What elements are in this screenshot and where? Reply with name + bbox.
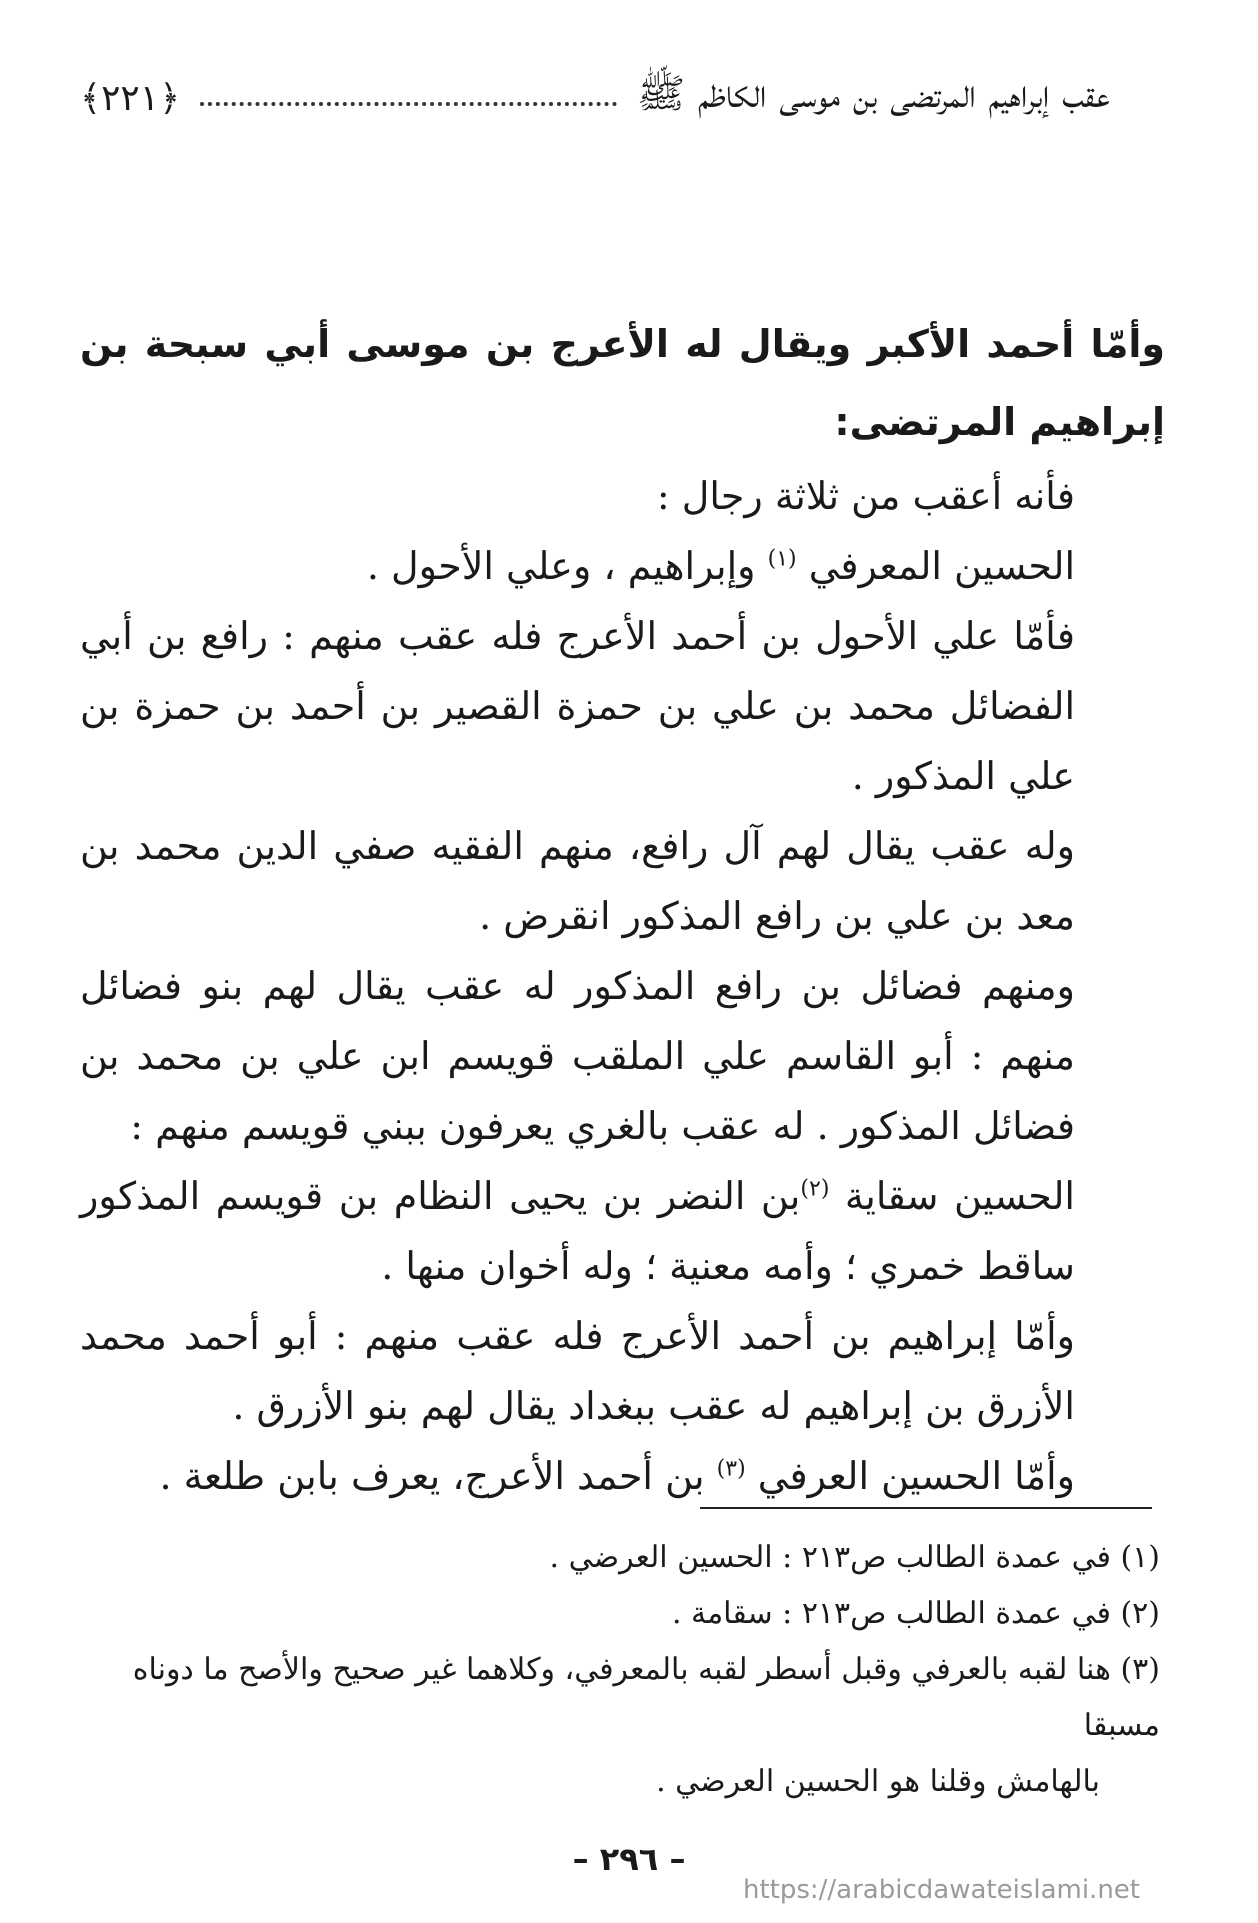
footnote-2: (٢) في عمدة الطالب ص٢١٣ : سقامة . bbox=[671, 1596, 1160, 1631]
footnote-3: (٣) هنا لقبه بالعرفي وقبل أسطر لقبه بالمعرفي، وكلاهما غير صحيح والأصح ما دوناه مسبقا bbox=[132, 1652, 1160, 1743]
footnotes bbox=[70, 1530, 1160, 1810]
paragraph-text: بن النضر بن يحيى النظام بن قويسم المذكور ساقط خمري ؛ وأمه معنية ؛ وله أخوان منها . bbox=[80, 1174, 1075, 1288]
paragraph bbox=[80, 461, 1165, 531]
paragraph-text: فأنه أعقب من ثلاثة رجال : bbox=[656, 474, 1075, 518]
page-number: – ٢٩٦ – bbox=[572, 1840, 686, 1878]
paragraph bbox=[80, 1301, 1165, 1441]
header-dot-leader bbox=[200, 102, 617, 106]
paragraph bbox=[80, 1441, 1165, 1511]
paragraph bbox=[80, 951, 1165, 1161]
paragraph-text: ومنهم فضائل بن رافع المذكور له عقب يقال لهم بنو فضائل منهم : أبو القاسم علي الملقب قويسم ابن علي بن محمد بن فضائل المذكور . له عقب بالغري يعرفون ببني قويسم منهم : bbox=[80, 964, 1075, 1148]
paragraph bbox=[80, 531, 1165, 601]
footnote-3-continuation: بالهامش وقلنا هو الحسين العرضي . bbox=[656, 1764, 1100, 1799]
paragraph bbox=[80, 811, 1165, 951]
running-header bbox=[80, 68, 1110, 128]
section-heading: وأمّا أحمد الأكبر ويقال له الأعرج بن موسى أبي سبحة بن إبراهيم المرتضى: bbox=[80, 322, 1165, 444]
paragraph-text: فأمّا علي الأحول بن أحمد الأعرج فله عقب منهم : رافع بن أبي الفضائل محمد بن علي بن حمزة القصير بن أحمد بن حمزة بن علي المذكور . bbox=[80, 614, 1075, 798]
header-title: عقب إبراهيم المرتضى بن موسى الكاظم ﷺ bbox=[636, 71, 1110, 117]
paragraph-text: وإبراهيم ، وعلي الأحول . bbox=[366, 544, 768, 588]
footnote-marker: (١) bbox=[767, 546, 797, 572]
footnote-1: (١) في عمدة الطالب ص٢١٣ : الحسين العرضي . bbox=[549, 1540, 1160, 1575]
paragraph-text: الحسين سقاية bbox=[844, 1174, 1075, 1218]
watermark-url: https://arabicdawateislami.net bbox=[742, 1875, 1140, 1905]
main-text bbox=[80, 305, 1165, 1511]
header-page-number: ﴿٢٢١﴾ bbox=[80, 77, 181, 119]
paragraph bbox=[80, 601, 1165, 811]
paragraph-text: بن أحمد الأعرج، يعرف بابن طلعة . bbox=[159, 1454, 717, 1498]
paragraph-text: وأمّا إبراهيم بن أحمد الأعرج فله عقب منهم : أبو أحمد محمد الأزرق بن إبراهيم له عقب ببغداد يقال لهم بنو الأزرق . bbox=[80, 1314, 1075, 1428]
paragraph-text: الحسين المعرفي bbox=[808, 544, 1075, 588]
paragraph-text: وله عقب يقال لهم آل رافع، منهم الفقيه صفي الدين محمد بن معد بن علي بن رافع المذكور انقرض . bbox=[80, 824, 1075, 938]
footnote-marker: (٣) bbox=[716, 1456, 746, 1482]
paragraph-text: وأمّا الحسين العرفي bbox=[757, 1454, 1075, 1498]
paragraph bbox=[80, 1161, 1165, 1301]
footnote-marker: (٢) bbox=[800, 1176, 830, 1202]
footnote-divider bbox=[700, 1507, 1152, 1509]
